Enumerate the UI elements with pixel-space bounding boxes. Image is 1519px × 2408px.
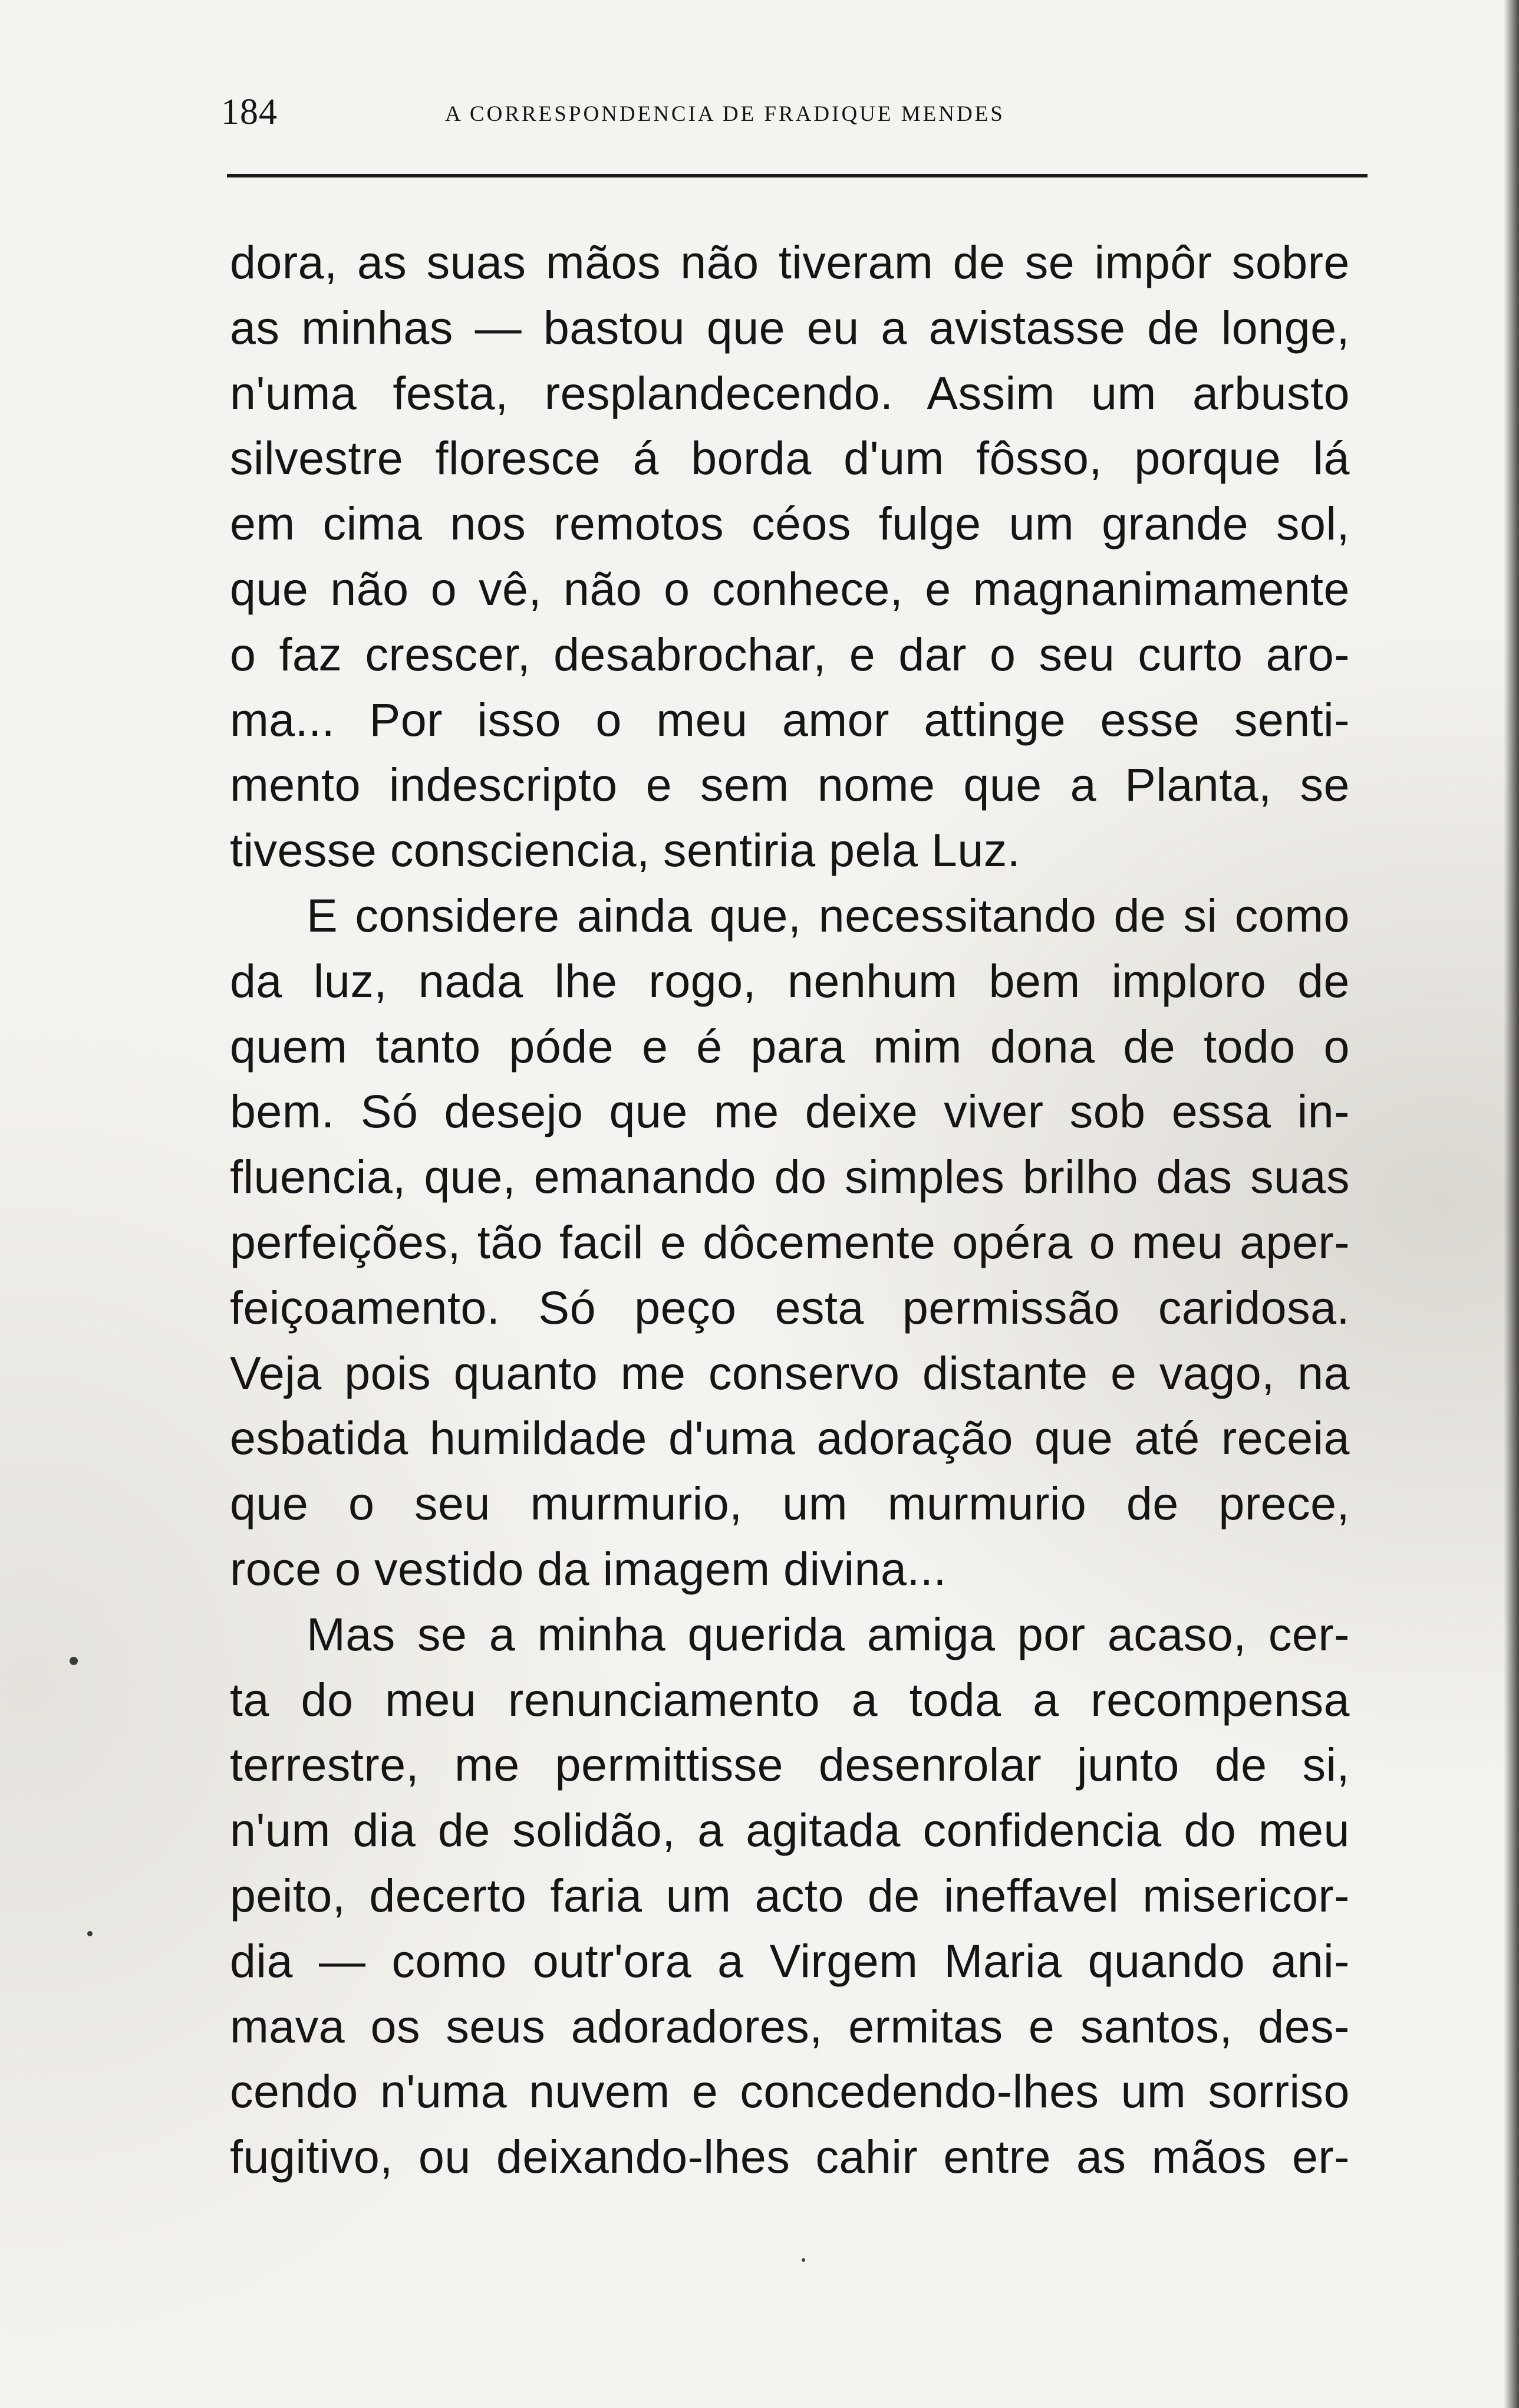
text-line: peito, decerto faria um acto de ineffavel misericor-	[230, 1868, 1350, 1922]
paragraph-start-line: Mas se a minha querida amiga por acaso, cer-	[307, 1607, 1350, 1660]
text-line: tivesse consciencia, sentiria pela Luz.	[230, 824, 1021, 877]
text-line: ma... Por isso o meu amor attinge esse senti-	[230, 693, 1350, 746]
text-line: esbatida humildade d'uma adoração que até receia	[230, 1412, 1350, 1465]
text-line: fluencia, que, emanando do simples brilho das suas	[230, 1150, 1350, 1203]
header-rule	[227, 174, 1368, 177]
text-line: feiçoamento. Só peço esta permissão caridosa.	[230, 1281, 1350, 1334]
text-line: mava os seus adoradores, ermitas e santos, des-	[230, 1999, 1350, 2052]
paragraph-start-line: E considere ainda que, necessitando de si como	[307, 889, 1350, 942]
text-line: que o seu murmurio, um murmurio de prece,	[230, 1477, 1350, 1530]
page-header	[221, 88, 1370, 136]
text-line: roce o vestido da imagem divina...	[230, 1542, 947, 1595]
text-line: ta do meu renunciamento a toda a recompensa	[230, 1673, 1350, 1726]
text-line: mento indescripto e sem nome que a Planta, se	[230, 758, 1350, 811]
page-number: 184	[221, 92, 278, 132]
text-line: em cima nos remotos céos fulge um grande sol,	[230, 497, 1350, 550]
text-line: o faz crescer, desabrochar, e dar o seu curto aro-	[230, 627, 1350, 680]
text-line: dia — como outr'ora a Virgem Maria quando ani-	[230, 1934, 1350, 1987]
text-line: da luz, nada lhe rogo, nenhum bem imploro de	[230, 954, 1350, 1007]
text-line: quem tanto póde e é para mim dona de todo o	[230, 1019, 1350, 1073]
text-line: as minhas — bastou que eu a avistasse de longe,	[230, 301, 1350, 354]
text-line: dora, as suas mãos não tiveram de se impôr sobre	[230, 236, 1350, 288]
running-title: A CORRESPONDENCIA DE FRADIQUE MENDES	[445, 102, 1005, 126]
text-line: que não o vê, não o conhece, e magnanimamente	[230, 562, 1350, 615]
text-line: fugitivo, ou deixando-lhes cahir entre as mãos er-	[230, 2130, 1350, 2183]
page-edge-shadow	[1504, 0, 1519, 2408]
ink-speck	[802, 2258, 805, 2262]
text-line: bem. Só desejo que me deixe viver sob essa in-	[230, 1085, 1350, 1138]
text-line: n'um dia de solidão, a agitada confidencia do meu	[230, 1804, 1350, 1857]
text-line: n'uma festa, resplandecendo. Assim um arbusto	[230, 366, 1350, 419]
body-text	[230, 230, 1350, 2190]
text-line: terrestre, me permittisse desenrolar junto de si,	[230, 1738, 1350, 1791]
text-line: Veja pois quanto me conservo distante e vago, na	[230, 1346, 1350, 1399]
ink-speck	[87, 1931, 93, 1936]
text-line: silvestre floresce á borda d'um fôsso, porque lá	[230, 432, 1350, 485]
text-line: perfeições, tão facil e dôcemente opéra o meu aper-	[230, 1215, 1350, 1268]
text-line: cendo n'uma nuvem e concedendo-lhes um sorriso	[230, 2065, 1350, 2118]
ink-speck	[70, 1657, 78, 1665]
